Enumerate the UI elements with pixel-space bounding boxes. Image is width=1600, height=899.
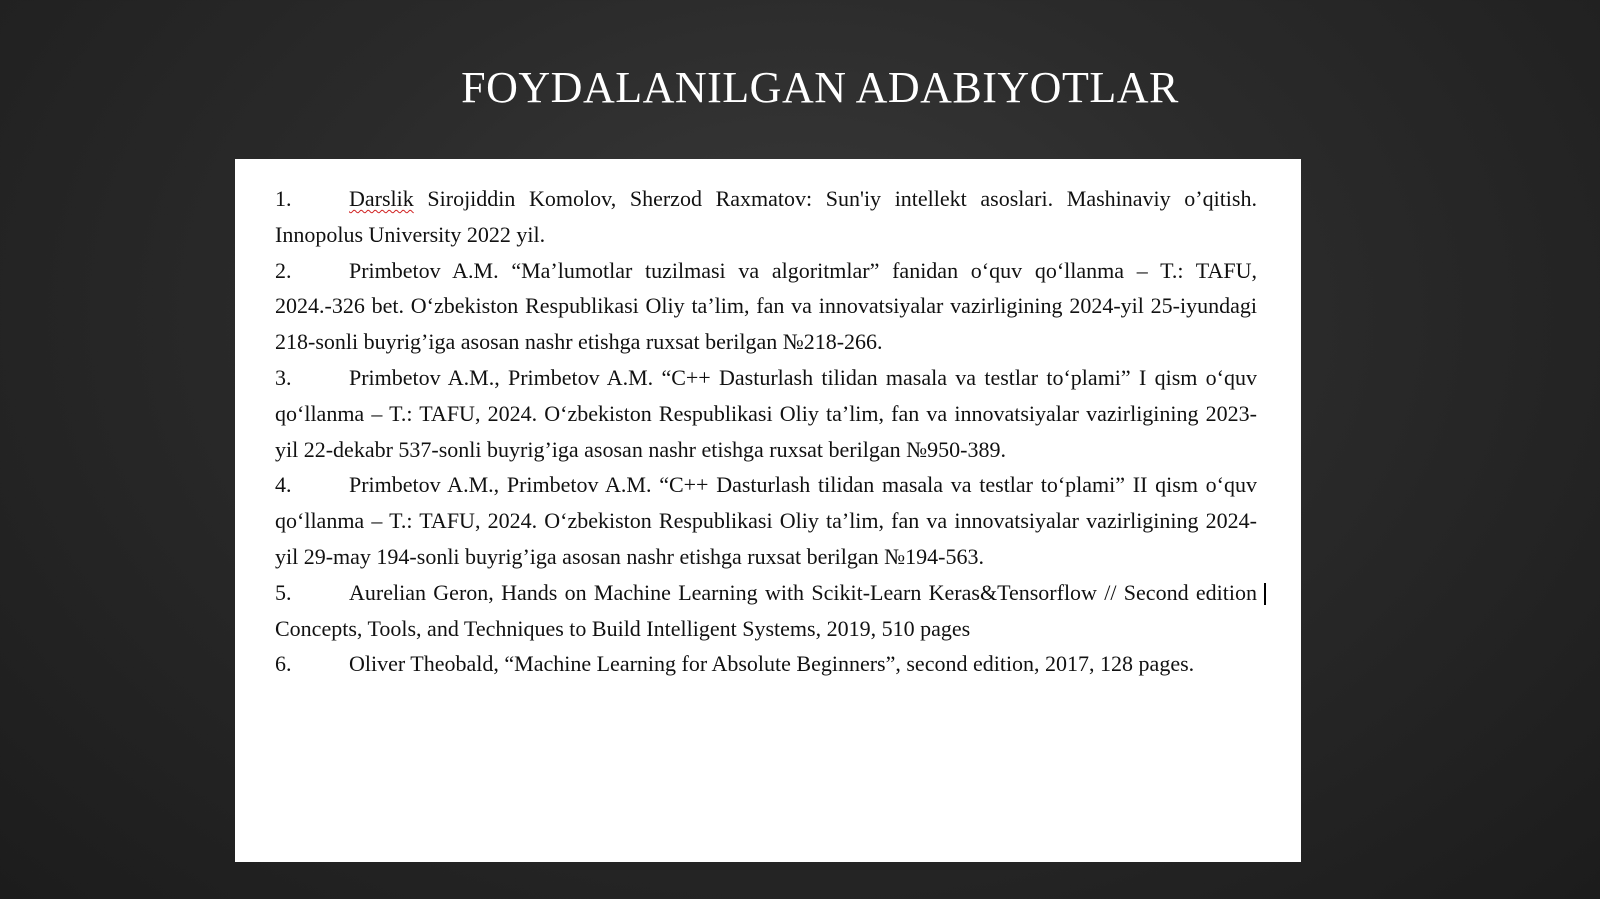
spellcheck-underlined-word: Darslik: [349, 186, 414, 211]
reference-number: 2.: [275, 257, 292, 283]
reference-number: 3.: [275, 364, 292, 390]
reference-number: 4.: [275, 472, 292, 498]
reference-list: [275, 181, 1257, 682]
reference-text: Primbetov A.M. “Ma’lumotlar tuzilmasi va algoritmlar” fanidan o‘quv qo‘llanma – T.: TAFU, 2024.-326 bet. O‘zbekiston Respublikasi Oliy ta’lim, fan va innovatsiyalar vazirligining 2024-yil 25-iyundagi 218-sonli buyrig’iga asosan nashr etishga ruxsat berilgan №218-266.: [275, 257, 1257, 355]
document-image: [235, 159, 1301, 862]
reference-text: Sirojiddin Komolov, Sherzod Raxmatov: Sun'iy intellekt asoslari. Mashinaviy o’qitish. Innopolus University 2022 yil.: [275, 186, 1257, 247]
reference-text: Aurelian Geron, Hands on Machine Learning with Scikit-Learn Keras&Tensorflow // Second edition Concepts, Tools, and Techniques to Build Intelligent Systems, 2019, 510 pages: [275, 579, 1257, 641]
reference-text: Primbetov A.M., Primbetov A.M. “C++ Dasturlash tilidan masala va testlar to‘plami” II qism o‘quv qo‘llanma – T.: TAFU, 2024. O‘zbekiston Respublikasi Oliy ta’lim, fan va innovatsiyalar vazirligining 2024-yil 29-may 194-sonli buyrig’iga asosan nashr etishga ruxsat berilgan №194-563.: [275, 472, 1257, 569]
reference-item: [275, 646, 1257, 682]
slide-title: FOYDALANILGAN ADABIYOTLAR: [461, 63, 1179, 112]
reference-item: [275, 181, 1257, 253]
text-cursor: [1264, 583, 1266, 605]
reference-item: [275, 360, 1257, 467]
reference-item: [275, 467, 1257, 574]
reference-text: Oliver Theobald, “Machine Learning for Absolute Beginners”, second edition, 2017, 128 pages.: [349, 651, 1195, 677]
reference-text: Primbetov A.M., Primbetov A.M. “C++ Dasturlash tilidan masala va testlar to‘plami” I qism o‘quv qo‘llanma – T.: TAFU, 2024. O‘zbekiston Respublikasi Oliy ta’lim, fan va innovatsiyalar vazirligining 2023-yil 22-dekabr 537-sonli buyrig’iga asosan nashr etishga ruxsat berilgan №950-389.: [275, 364, 1257, 462]
reference-number: 6.: [275, 651, 292, 677]
reference-number: 5.: [275, 579, 292, 605]
reference-number: 1.: [275, 186, 292, 211]
reference-item: [275, 575, 1257, 647]
reference-item: [275, 253, 1257, 360]
